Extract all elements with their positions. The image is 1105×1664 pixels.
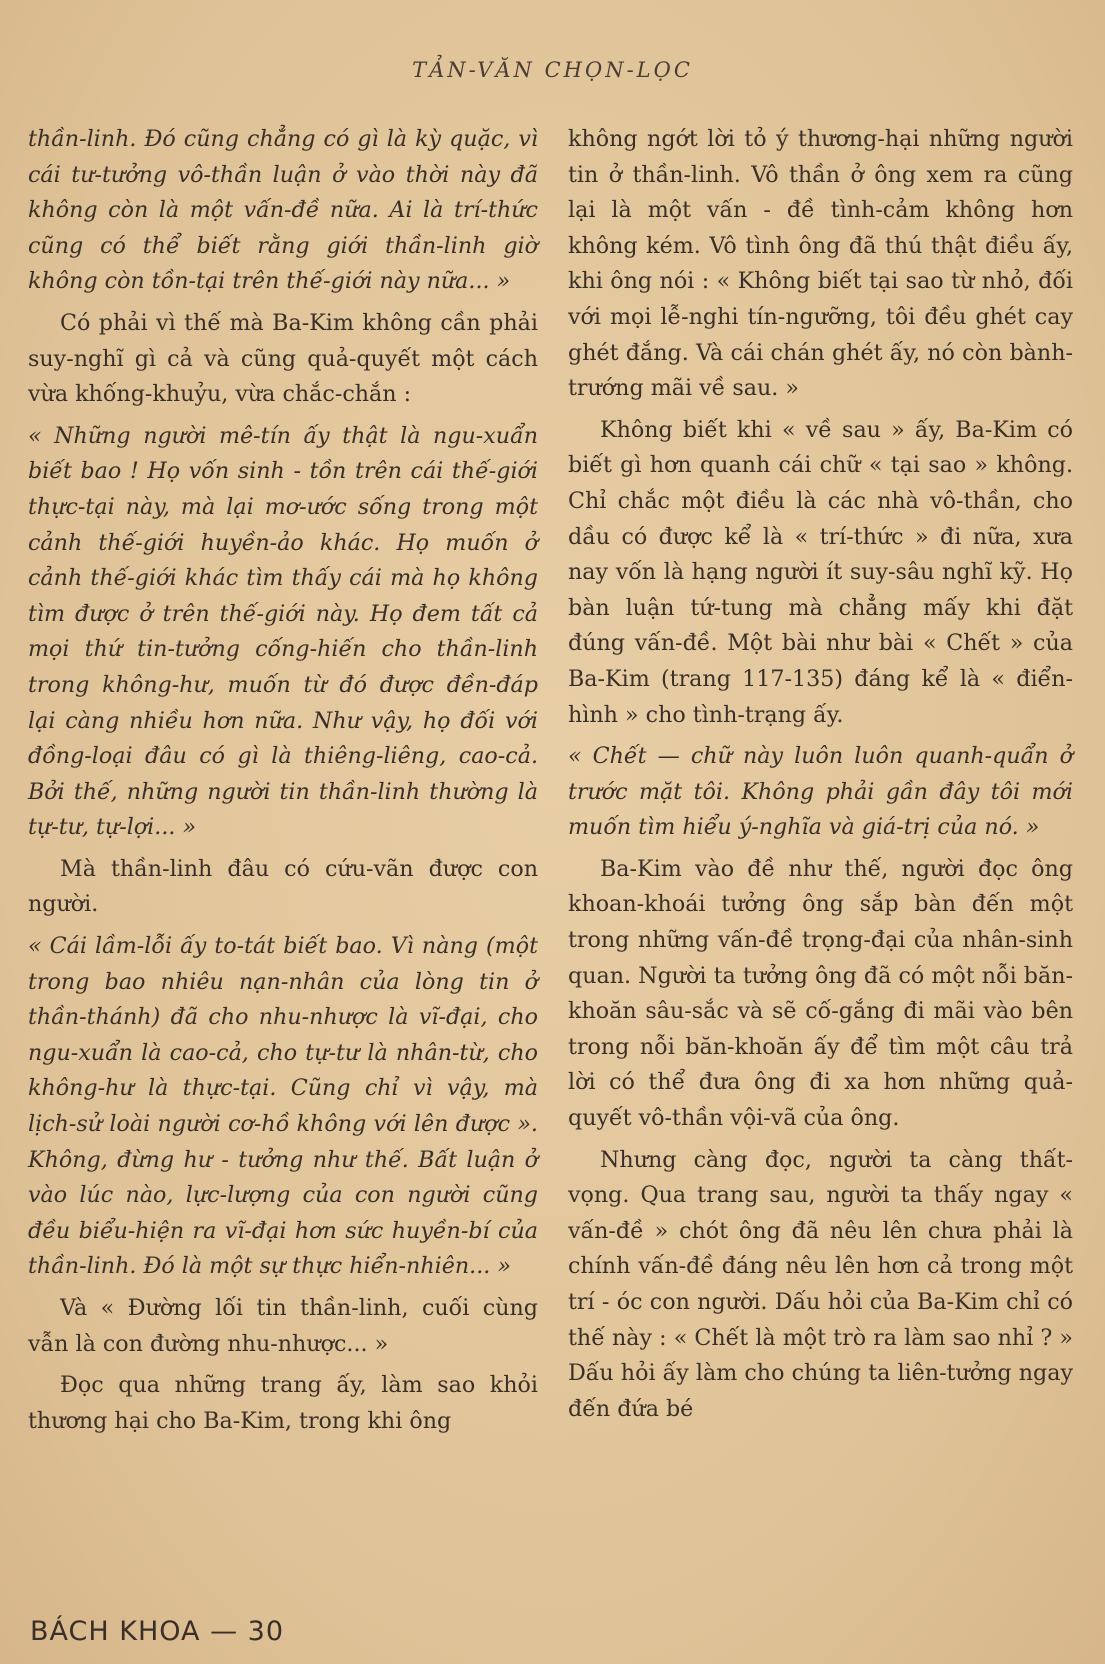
paragraph: thần-linh. Đó cũng chẳng có gì là kỳ quặc, vì cái tư-tưởng vô-thần luận ở vào thời này đã không còn là một vấn-đề nữa. Ai là trí-thức cũng có thể biết rằng giới thần-linh giờ không còn tồn-tại trên thế-giới này nữa... » <box>28 126 538 295</box>
paragraph: Nhưng càng đọc, người ta càng thất-vọng. Qua trang sau, người ta thấy ngay « vấn-đề » chót ông đã nêu lên chưa phải là chính vấn-đề đáng nêu lên hơn cả trong một trí - óc con người. Dấu hỏi của Ba-Kim chỉ có thế này : « Chết là một trò ra làm sao nhỉ ? » Dấu hỏi ấy làm cho chúng ta liên-tưởng ngay đến đứa bé <box>568 1146 1073 1422</box>
quote-paragraph: « Chết — chữ này luôn luôn quanh-quẩn ở trước mặt tôi. Không phải gần đây tôi mới muốn tìm hiểu ý-nghĩa và giá-trị của nó. » <box>568 743 1073 841</box>
paragraph: Không biết khi « về sau » ấy, Ba-Kim có biết gì hơn quanh cái chữ « tại sao » không. Chỉ chắc một điều là các nhà vô-thần, cho dầu có được kể là « trí-thức » đi nữa, xưa nay vốn là hạng người ít suy-sâu nghĩ kỹ. Họ bàn luận tứ-tung mà chẳng mấy khi đặt đúng vấn-đề. Một bài như bài « Chết » của Ba-Kim (trang 117-135) đáng kể là « điển-hình » cho tình-trạng ấy. <box>568 416 1073 728</box>
paragraph: Đọc qua những trang ấy, làm sao khỏi thương hại cho Ba-Kim, trong khi ông <box>28 1372 538 1434</box>
paragraph: Và « Đường lối tin thần-linh, cuối cùng vẫn là con đường nhu-nhược... » <box>28 1295 538 1357</box>
paragraph: Có phải vì thế mà Ba-Kim không cần phải suy-nghĩ gì cả và cũng quả-quyết một cách vừa khống-khuỷu, vừa chắc-chắn : <box>28 309 538 408</box>
paragraph: không ngớt lời tỏ ý thương-hại những người tin ở thần-linh. Vô thần ở ông xem ra cũng lại là một vấn - đề tình-cảm không hơn không kém. Vô tình ông đã thú thật điều ấy, khi ông nói : « Không biết tại sao từ nhỏ, đối với mọi lễ-nghi tín-ngưỡng, tôi đều ghét cay ghét đắng. Và cái chán ghét ấy, nó còn bành-trướng mãi về sau. » <box>568 126 1073 402</box>
quote-paragraph: « Những người mê-tín ấy thật là ngu-xuẩn biết bao ! Họ vốn sinh - tồn trên cái thế-giới thực-tại này, mà lại mơ-ước sống trong một cảnh thế-giới huyền-ảo khác. Họ muốn ở cảnh thế-giới khác tìm thấy cái mà họ không tìm được ở trên thế-giới này. Họ đem tất cả mọi thứ tin-tưởng cống-hiến cho thần-linh trong không-hư, muốn từ đó được đền-đáp lại càng nhiều hơn nữa. Như vậy, họ đối với đồng-loại đâu có gì là thiêng-liêng, cao-cả. Bởi thế, những người tin thần-linh thường là tự-tư, tự-lợi... » <box>28 422 538 841</box>
quote-paragraph: « Cái lầm-lỗi ấy to-tát biết bao. Vì nàng (một trong bao nhiêu nạn-nhân của lòng tin ở thần-thánh) đã cho nhu-nhược là vĩ-đại, cho ngu-xuẩn là cao-cả, cho tự-tư là nhân-từ, cho không-hư là thực-tại. Cũng chỉ vì vậy, mà lịch-sử loài người cơ-hồ không với lên được ». Không, đừng hư - tưởng như thế. Bất luận ở vào lúc nào, lực-lượng của con người cũng đều biểu-hiện ra vĩ-đại hơn sức huyền-bí của thần-linh. Đó là một sự thực hiển-nhiên... » <box>28 933 538 1280</box>
left-column <box>28 122 538 1445</box>
paragraph: Mà thần-linh đâu có cứu-vãn được con người. <box>28 855 538 918</box>
running-header: TẢN-VĂN CHỌN-LỌC <box>412 58 693 82</box>
paragraph: Ba-Kim vào đề như thế, người đọc ông khoan-khoái tưởng ông sắp bàn đến một trong những vấn-đề trọng-đại của nhân-sinh quan. Người ta tưởng ông đã có một nỗi băn-khoăn sâu-sắc và sẽ cố-gắng đi mãi vào bên trong nỗi băn-khoăn ấy để tìm một câu trả lời có thể đưa ông đi xa hơn những quả-quyết vô-thần vội-vã của ông. <box>568 855 1073 1132</box>
page-footer: BÁCH KHOA — 30 <box>30 1616 285 1647</box>
right-column <box>568 122 1073 1433</box>
